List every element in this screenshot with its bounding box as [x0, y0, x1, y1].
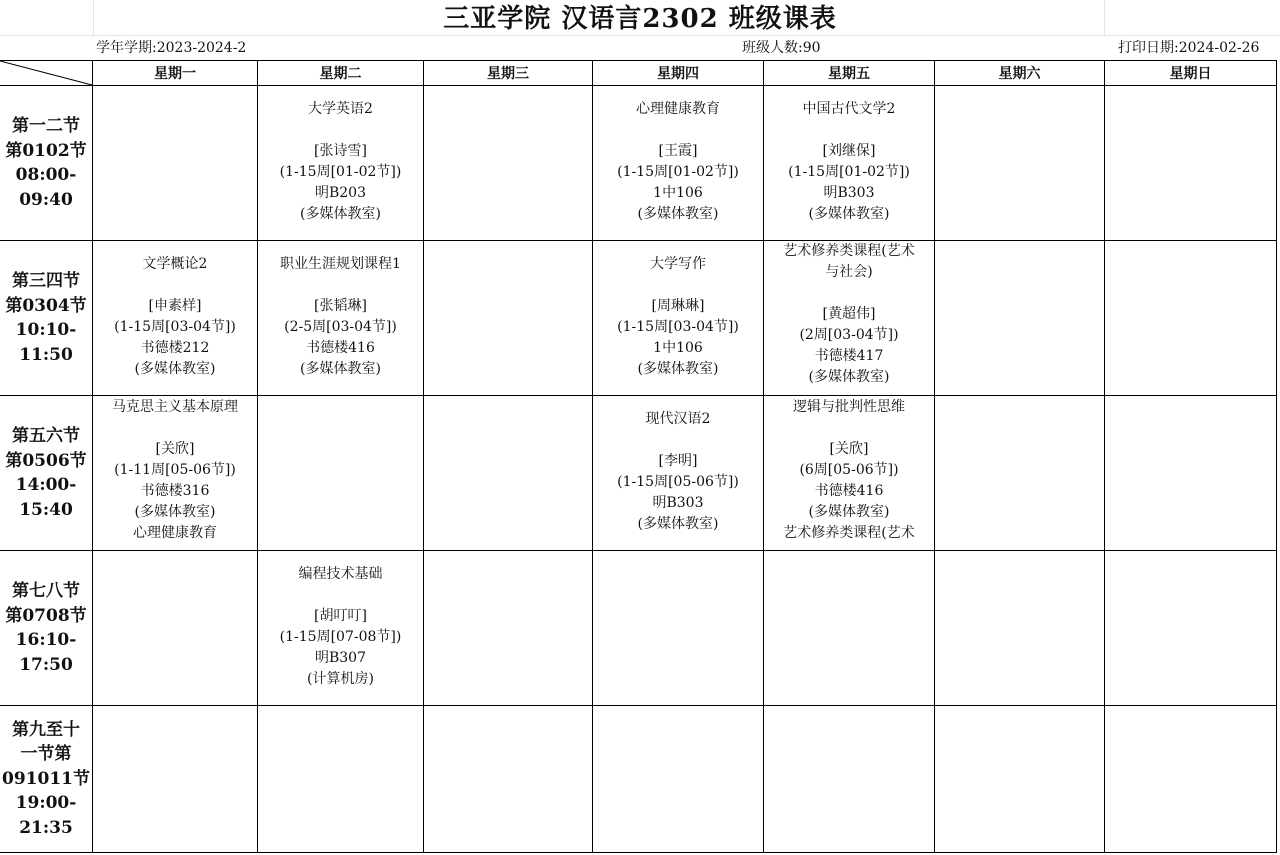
- period-label-line: 10:10-: [15, 320, 77, 340]
- header-thu: 星期四: [657, 66, 699, 82]
- course-name: 心理健康教育: [133, 525, 217, 541]
- course-teacher: [申素样]: [148, 298, 202, 314]
- period-label-line: 一节第: [20, 744, 72, 765]
- period-label-line: 第三四节: [12, 271, 80, 291]
- course-name: 大学英语2: [308, 101, 373, 117]
- course-weeks: (1-15周[01-02节]): [279, 164, 402, 180]
- period-label-line: 第0102节: [5, 140, 87, 161]
- header-wed: 星期三: [487, 66, 529, 82]
- course-cell[interactable]: [258, 86, 423, 240]
- course-name: 现代汉语2: [645, 411, 711, 427]
- course-name: 艺术修养类课程(艺术: [783, 525, 915, 541]
- course-teacher: [关欣]: [155, 441, 195, 457]
- course-room: 明B303: [823, 185, 875, 201]
- course-weeks: (1-15周[01-02节]): [788, 164, 910, 180]
- period-label-line: 第0708节: [5, 605, 87, 626]
- period-label-2: [0, 241, 92, 395]
- course-cell[interactable]: [258, 551, 423, 705]
- course-room-type: (多媒体教室): [134, 504, 216, 520]
- course-name: 心理健康教育: [636, 101, 720, 117]
- period-label-line: 08:00-: [15, 165, 77, 185]
- header-fri: 星期五: [828, 66, 870, 82]
- course-room-type: (多媒体教室): [637, 206, 719, 222]
- course-weeks: (1-15周[07-08节]): [279, 629, 402, 645]
- course-room-type: (计算机房): [307, 671, 374, 687]
- print-date-label: 打印日期:2024-02-26: [1118, 40, 1260, 56]
- course-room: 书德楼417: [814, 348, 884, 364]
- period-label-line: 19:00-: [15, 793, 77, 814]
- course-room-type: (多媒体教室): [300, 361, 381, 377]
- course-room: 明B307: [314, 650, 366, 666]
- course-room-type: (多媒体教室): [300, 206, 381, 222]
- course-room-type: (多媒体教室): [808, 206, 890, 222]
- course-room-type: (多媒体教室): [808, 504, 890, 520]
- course-name: 职业生涯规划课程1: [280, 256, 401, 272]
- course-cell[interactable]: [593, 241, 763, 395]
- course-weeks: (1-15周[01-02节]): [617, 164, 739, 180]
- course-cell[interactable]: [593, 86, 763, 240]
- course-cell[interactable]: [764, 241, 934, 395]
- period-label-line: 091011节: [2, 768, 90, 789]
- course-name: 文学概论2: [142, 256, 208, 272]
- corner-diagonal: [0, 60, 93, 86]
- period-label-line: 第0506节: [5, 450, 87, 471]
- course-name: 艺术修养类课程(艺术: [783, 243, 915, 259]
- course-name: 马克思主义基本原理: [112, 399, 238, 415]
- period-label-line: 14:00-: [15, 475, 77, 495]
- course-room: 书德楼316: [140, 483, 210, 499]
- course-teacher: [王霞]: [658, 143, 698, 159]
- header-mon: 星期一: [154, 66, 196, 82]
- header-sun: 星期日: [1169, 66, 1212, 82]
- course-weeks: (1-15周[03-04节]): [617, 319, 739, 335]
- period-label-line: 21:35: [19, 817, 73, 838]
- course-room: 1中106: [653, 185, 703, 201]
- class-size-label: 班级人数:90: [742, 40, 821, 56]
- period-label-line: 11:50: [19, 344, 73, 365]
- term-label: 学年学期:2023-2024-2: [96, 40, 247, 56]
- course-weeks: (1-11周[05-06节]): [114, 462, 236, 478]
- course-teacher: [李明]: [658, 453, 698, 469]
- period-label-line: 15:40: [19, 499, 73, 520]
- period-label-line: 第一二节: [12, 116, 80, 136]
- course-cell[interactable]: [258, 241, 423, 395]
- course-weeks: (1-15周[03-04节]): [114, 319, 236, 335]
- period-label-line: 09:40: [19, 189, 73, 210]
- course-cell[interactable]: [764, 396, 934, 550]
- period-label-5: [0, 706, 92, 852]
- course-room: 书德楼416: [306, 340, 375, 356]
- course-weeks: (6周[05-06节]): [799, 462, 899, 478]
- course-name: 中国古代文学2: [802, 101, 896, 117]
- course-room: 明B203: [314, 185, 366, 201]
- period-label-line: 第七八节: [12, 581, 80, 601]
- course-cell[interactable]: [93, 396, 257, 550]
- course-name: 编程技术基础: [298, 566, 383, 582]
- course-name: 大学写作: [650, 256, 706, 272]
- period-label-line: 第0304节: [5, 295, 87, 316]
- course-room-type: (多媒体教室): [808, 369, 890, 385]
- course-room: 1中106: [653, 340, 703, 356]
- course-cell[interactable]: [764, 86, 934, 240]
- course-teacher: [胡叮叮]: [314, 608, 367, 624]
- course-weeks: (1-15周[05-06节]): [617, 474, 739, 490]
- course-teacher: [刘继保]: [822, 143, 876, 159]
- course-teacher: [张诗雪]: [314, 143, 367, 159]
- course-room: 明B303: [652, 495, 704, 511]
- course-room-type: (多媒体教室): [637, 516, 719, 532]
- course-teacher: [关欣]: [829, 441, 869, 457]
- course-teacher: [张韬琳]: [314, 298, 367, 314]
- period-label-4: [0, 551, 92, 705]
- course-name: 与社会): [825, 264, 873, 280]
- course-name: 逻辑与批判性思维: [793, 399, 905, 415]
- course-cell[interactable]: [93, 241, 257, 395]
- course-room: 书德楼212: [140, 340, 210, 356]
- course-room-type: (多媒体教室): [637, 361, 719, 377]
- course-room-type: (多媒体教室): [134, 361, 216, 377]
- period-label-line: 17:50: [19, 654, 73, 675]
- header-sat: 星期六: [998, 66, 1041, 82]
- header-tue: 星期二: [319, 66, 362, 82]
- period-label-1: [0, 86, 92, 240]
- course-cell[interactable]: [593, 396, 763, 550]
- course-teacher: [周琳琳]: [651, 298, 705, 314]
- page-title: 三亚学院 汉语言2302 班级课表: [443, 4, 837, 34]
- period-label-line: 第五六节: [12, 426, 80, 446]
- course-weeks: (2-5周[03-04节]): [284, 319, 397, 335]
- course-teacher: [黄超伟]: [822, 306, 876, 322]
- period-label-line: 第九至十: [12, 719, 80, 740]
- course-room: 书德楼416: [814, 483, 884, 499]
- course-weeks: (2周[03-04节]): [799, 327, 899, 343]
- period-label-line: 16:10-: [15, 630, 77, 650]
- period-label-3: [0, 396, 92, 550]
